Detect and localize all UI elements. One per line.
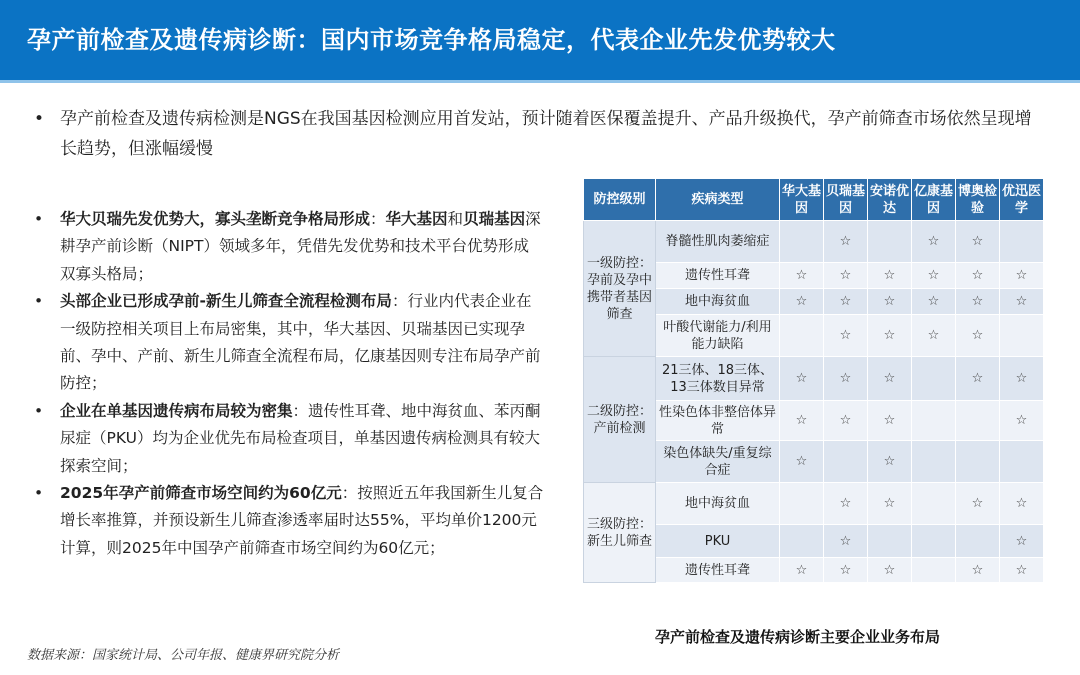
star-icon: ☆: [868, 483, 912, 525]
list-item: [34, 480, 544, 562]
table-caption: 孕产前检查及遗传病诊断主要企业业务布局: [655, 628, 941, 646]
empty-cell: [780, 483, 824, 525]
star-icon: ☆: [912, 289, 956, 315]
disease-type-cell: 性染色体非整倍体异常: [656, 401, 780, 441]
bullet-dot: •: [34, 401, 44, 420]
star-icon: ☆: [912, 221, 956, 263]
star-icon: ☆: [956, 221, 1000, 263]
column-header: 贝瑞基因: [824, 179, 868, 221]
bullet-dot: •: [34, 484, 44, 503]
title-bar: [0, 0, 1080, 80]
bullet-text: ：遗传性耳聋、地中海贫血、苯丙酮尿症（PKU）均为企业优先布局检查项目，单基因遗传病检测具有较大探索空间；: [60, 401, 541, 475]
intro-text: 孕产前检查及遗传病检测是NGS在我国基因检测应用首发站，预计随着医保覆盖提升、产品升级换代，孕产前筛查市场依然呈现增长趋势，但涨幅缓慢: [60, 109, 1032, 159]
star-icon: ☆: [780, 558, 824, 583]
star-icon: ☆: [824, 558, 868, 583]
table-header-row: [584, 179, 1044, 221]
column-header: 华大基因: [780, 179, 824, 221]
disease-type-cell: 遗传性耳聋: [656, 263, 780, 289]
star-icon: ☆: [824, 289, 868, 315]
column-header: 博奥检验: [956, 179, 1000, 221]
star-icon: ☆: [1000, 401, 1044, 441]
bullet-text: ：行业内代表企业在一级防控相关项目上布局密集，其中，华大基因、贝瑞基因已实现孕前、孕中、产前、新生儿筛查全流程布局，亿康基因则专注布局孕产前防控；: [60, 292, 541, 393]
empty-cell: [868, 525, 912, 558]
star-icon: ☆: [1000, 263, 1044, 289]
bullet-heading: 企业在单基因遗传病布局较为密集: [60, 401, 293, 420]
empty-cell: [912, 483, 956, 525]
empty-cell: [1000, 315, 1044, 357]
star-icon: ☆: [956, 357, 1000, 401]
bullet-text: 和: [447, 210, 464, 228]
column-header: 亿康基因: [912, 179, 956, 221]
star-icon: ☆: [824, 315, 868, 357]
empty-cell: [956, 441, 1000, 483]
empty-cell: [824, 441, 868, 483]
star-icon: ☆: [1000, 525, 1044, 558]
star-icon: ☆: [868, 315, 912, 357]
star-icon: ☆: [780, 357, 824, 401]
company-layout-table: [583, 178, 1044, 583]
column-header: 疾病类型: [656, 179, 780, 221]
star-icon: ☆: [824, 401, 868, 441]
title-underline: [0, 80, 1080, 83]
star-icon: ☆: [1000, 357, 1044, 401]
star-icon: ☆: [956, 263, 1000, 289]
table-row: [584, 221, 1044, 263]
disease-type-cell: 21三体、18三体、13三体数目异常: [656, 357, 780, 401]
prevention-level-cell: 一级防控：孕前及孕中携带者基因筛查: [584, 221, 656, 357]
star-icon: ☆: [868, 441, 912, 483]
list-item: [34, 206, 544, 288]
empty-cell: [780, 525, 824, 558]
bullet-text: ：: [370, 210, 386, 228]
star-icon: ☆: [824, 483, 868, 525]
bullet-heading: 头部企业已形成孕前-新生儿筛查全流程检测布局: [60, 292, 392, 311]
bullet-dot: •: [34, 210, 44, 228]
star-icon: ☆: [780, 289, 824, 315]
bullet-list: [34, 206, 544, 562]
empty-cell: [912, 558, 956, 583]
star-icon: ☆: [1000, 289, 1044, 315]
bullet-text: ：按照近五年我国新生儿复合增长率推算，并预设新生儿筛查渗透率届时达55%，平均单价1200元计算，则2025年中国孕产前筛查市场空间约为60亿元；: [60, 484, 544, 557]
star-icon: ☆: [912, 263, 956, 289]
star-icon: ☆: [1000, 558, 1044, 583]
star-icon: ☆: [868, 289, 912, 315]
bullet-text: 深耕孕产前诊断（NIPT）领域多年，凭借先发优势和技术平台优势形成双寡头格局；: [60, 210, 541, 283]
empty-cell: [956, 401, 1000, 441]
empty-cell: [912, 357, 956, 401]
bullet-dot: •: [34, 109, 45, 129]
disease-type-cell: PKU: [656, 525, 780, 558]
column-header: 优迅医学: [1000, 179, 1044, 221]
empty-cell: [1000, 441, 1044, 483]
star-icon: ☆: [868, 263, 912, 289]
star-icon: ☆: [956, 315, 1000, 357]
data-source-note: 数据来源：国家统计局、公司年报、健康界研究院分析: [27, 648, 340, 663]
empty-cell: [780, 315, 824, 357]
star-icon: ☆: [868, 558, 912, 583]
bullet-heading: 2025年孕产前筛查市场空间约为60亿元: [60, 484, 342, 503]
empty-cell: [956, 525, 1000, 558]
empty-cell: [912, 441, 956, 483]
company-name: 贝瑞基因: [463, 210, 526, 228]
star-icon: ☆: [956, 483, 1000, 525]
column-header: 防控级别: [584, 179, 656, 221]
star-icon: ☆: [868, 401, 912, 441]
list-item: [34, 398, 544, 480]
disease-type-cell: 遗传性耳聋: [656, 558, 780, 583]
star-icon: ☆: [780, 401, 824, 441]
star-icon: ☆: [824, 525, 868, 558]
star-icon: ☆: [956, 558, 1000, 583]
disease-type-cell: 脊髓性肌肉萎缩症: [656, 221, 780, 263]
empty-cell: [912, 401, 956, 441]
disease-type-cell: 染色体缺失/重复综合症: [656, 441, 780, 483]
empty-cell: [1000, 221, 1044, 263]
table-row: [584, 483, 1044, 525]
bullet-heading: 华大贝瑞先发优势大，寡头垄断竞争格局形成: [60, 210, 371, 228]
empty-cell: [868, 221, 912, 263]
star-icon: ☆: [1000, 483, 1044, 525]
list-item: [34, 288, 544, 398]
table-row: [584, 357, 1044, 401]
disease-type-cell: 叶酸代谢能力/利用能力缺陷: [656, 315, 780, 357]
star-icon: ☆: [912, 315, 956, 357]
star-icon: ☆: [780, 263, 824, 289]
prevention-level-cell: 三级防控：新生儿筛查: [584, 483, 656, 583]
column-header: 安诺优达: [868, 179, 912, 221]
disease-type-cell: 地中海贫血: [656, 483, 780, 525]
prevention-level-cell: 二级防控：产前检测: [584, 357, 656, 483]
star-icon: ☆: [956, 289, 1000, 315]
bullet-dot: •: [34, 292, 44, 311]
star-icon: ☆: [868, 357, 912, 401]
disease-type-cell: 地中海贫血: [656, 289, 780, 315]
intro-paragraph: [34, 104, 1044, 164]
company-name: 华大基因: [385, 210, 448, 228]
page-title: 孕产前检查及遗传病诊断：国内市场竞争格局稳定，代表企业先发优势较大: [27, 26, 836, 54]
empty-cell: [912, 525, 956, 558]
star-icon: ☆: [824, 221, 868, 263]
star-icon: ☆: [780, 441, 824, 483]
star-icon: ☆: [824, 263, 868, 289]
empty-cell: [780, 221, 824, 263]
star-icon: ☆: [824, 357, 868, 401]
